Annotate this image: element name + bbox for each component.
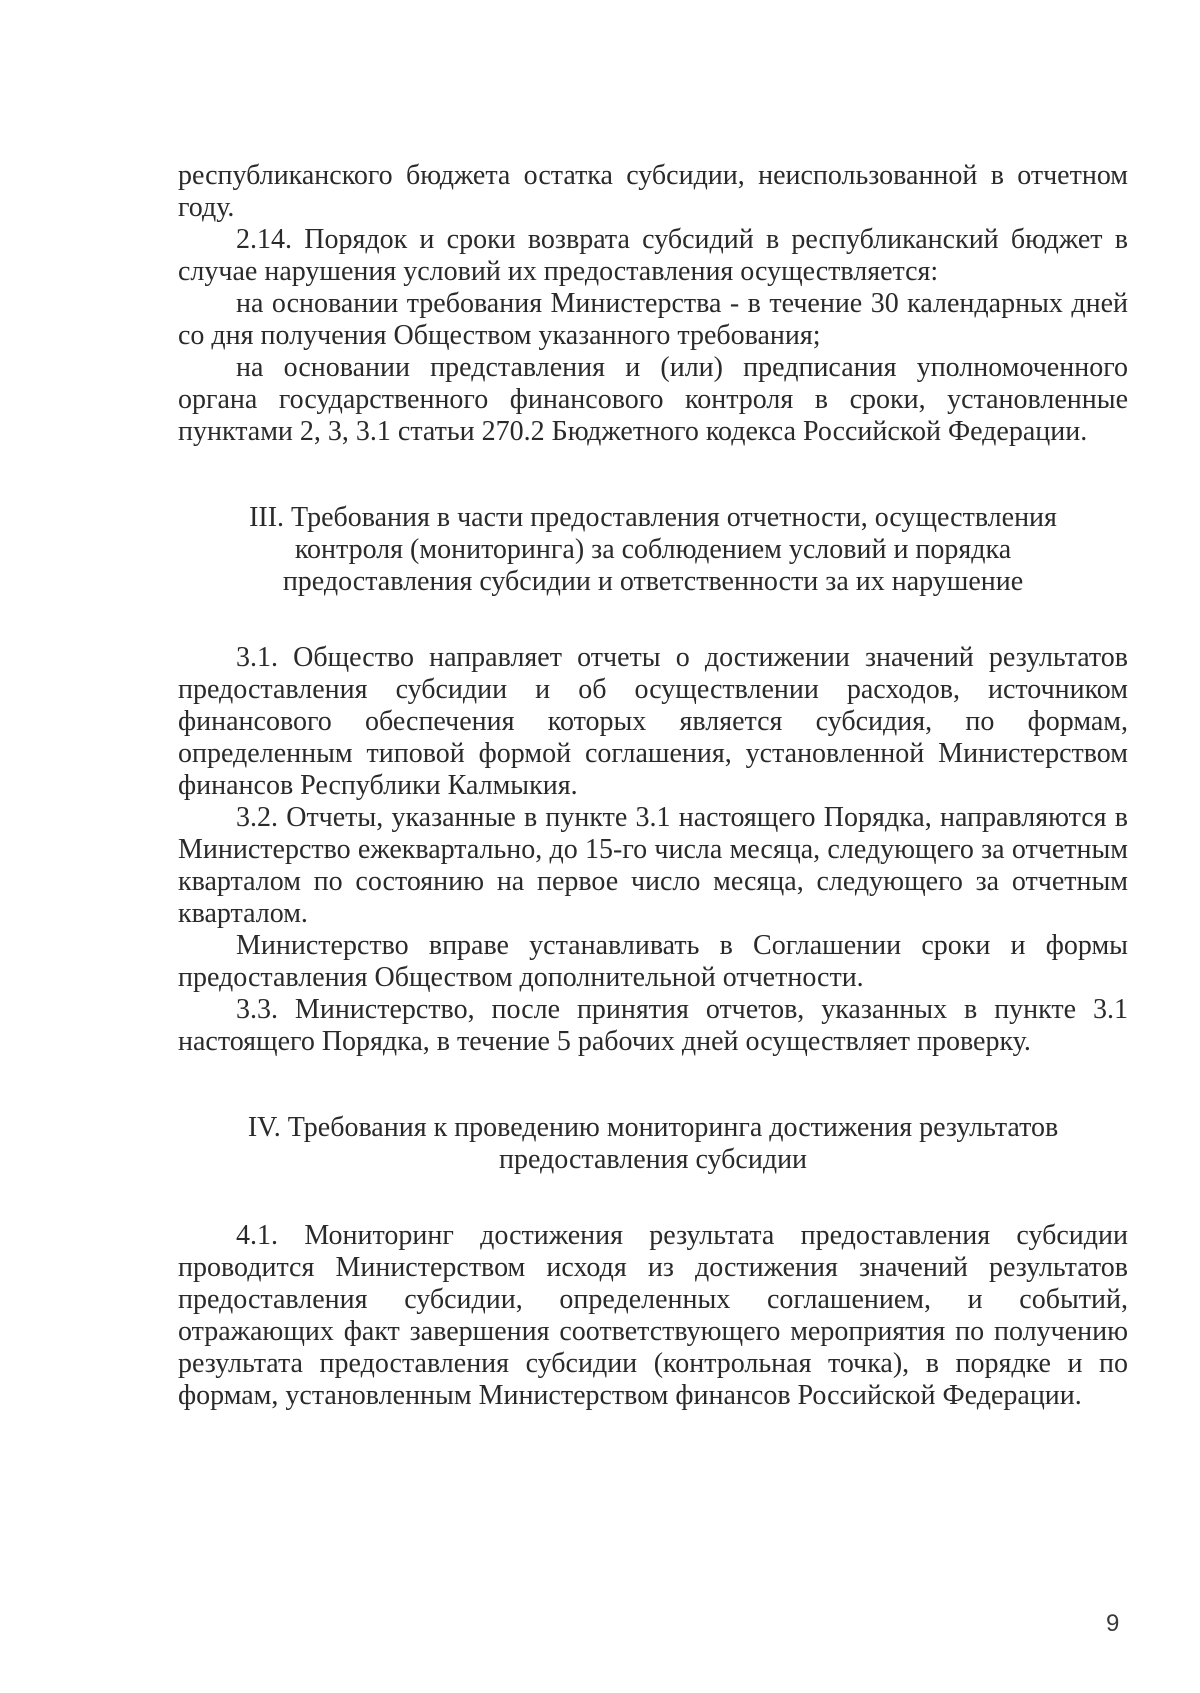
section-3-title: III. Требования в части предоставления отчетности, осуществления контроля (мониторинга) за соблюдением условий и порядка предоставления субсидии и ответственности за их нарушение	[249, 502, 1057, 597]
page-number: 9	[1106, 1610, 1120, 1637]
section-spacer	[178, 448, 1128, 502]
paragraph-3-2-additional: Министерство вправе устанавливать в Соглашении сроки и формы предоставления Обществом дополнительной отчетности.	[178, 930, 1128, 993]
section-spacer	[178, 1058, 1128, 1112]
paragraph-2-14: 2.14. Порядок и сроки возврата субсидий в республиканский бюджет в случае нарушения условий их предоставления осуществляется:	[178, 224, 1128, 287]
heading-spacer	[178, 1176, 1128, 1220]
paragraph-4-1: 4.1. Мониторинг достижения результата предоставления субсидии проводится Министерством исходя из достижения значений результатов предоставления субсидии, определенных соглашением, и событий, отражающих факт завершения соответствующего мероприятия по получению результата предоставления субсидии (контрольная точка), в порядке и по формам, установленным Министерством финансов Российской Федерации.	[178, 1220, 1128, 1411]
paragraph-2-14-requirement: на основании требования Министерства - в течение 30 календарных дней со дня получения Обществом указанного требования;	[178, 288, 1128, 351]
paragraph-3-2: 3.2. Отчеты, указанные в пункте 3.1 настоящего Порядка, направляются в Министерство ежеквартально, до 15-го числа месяца, следующего за отчетным кварталом по состоянию на первое число месяца, следующего за отчетным кварталом.	[178, 802, 1128, 929]
heading-spacer	[178, 598, 1128, 642]
section-4-title: IV. Требования к проведению мониторинга достижения результатов предоставления субсидии	[247, 1112, 1059, 1175]
paragraph-continuation: республиканского бюджета остатка субсидии, неиспользованной в отчетном году.	[178, 160, 1128, 223]
paragraph-3-1: 3.1. Общество направляет отчеты о достижении значений результатов предоставления субсидии и об осуществлении расходов, источником финансового обеспечения которых является субсидия, по формам, определенным типовой формой соглашения, установленной Министерством финансов Республики Калмыкия.	[178, 642, 1128, 801]
paragraph-3-3: 3.3. Министерство, после принятия отчетов, указанных в пункте 3.1 настоящего Порядка, в течение 5 рабочих дней осуществляет проверку.	[178, 994, 1128, 1057]
document-body	[178, 160, 1128, 1412]
paragraph-2-14-representation: на основании представления и (или) предписания уполномоченного органа государственного финансового контроля в сроки, установленные пунктами 2, 3, 3.1 статьи 270.2 Бюджетного кодекса Российской Федерации.	[178, 352, 1128, 447]
